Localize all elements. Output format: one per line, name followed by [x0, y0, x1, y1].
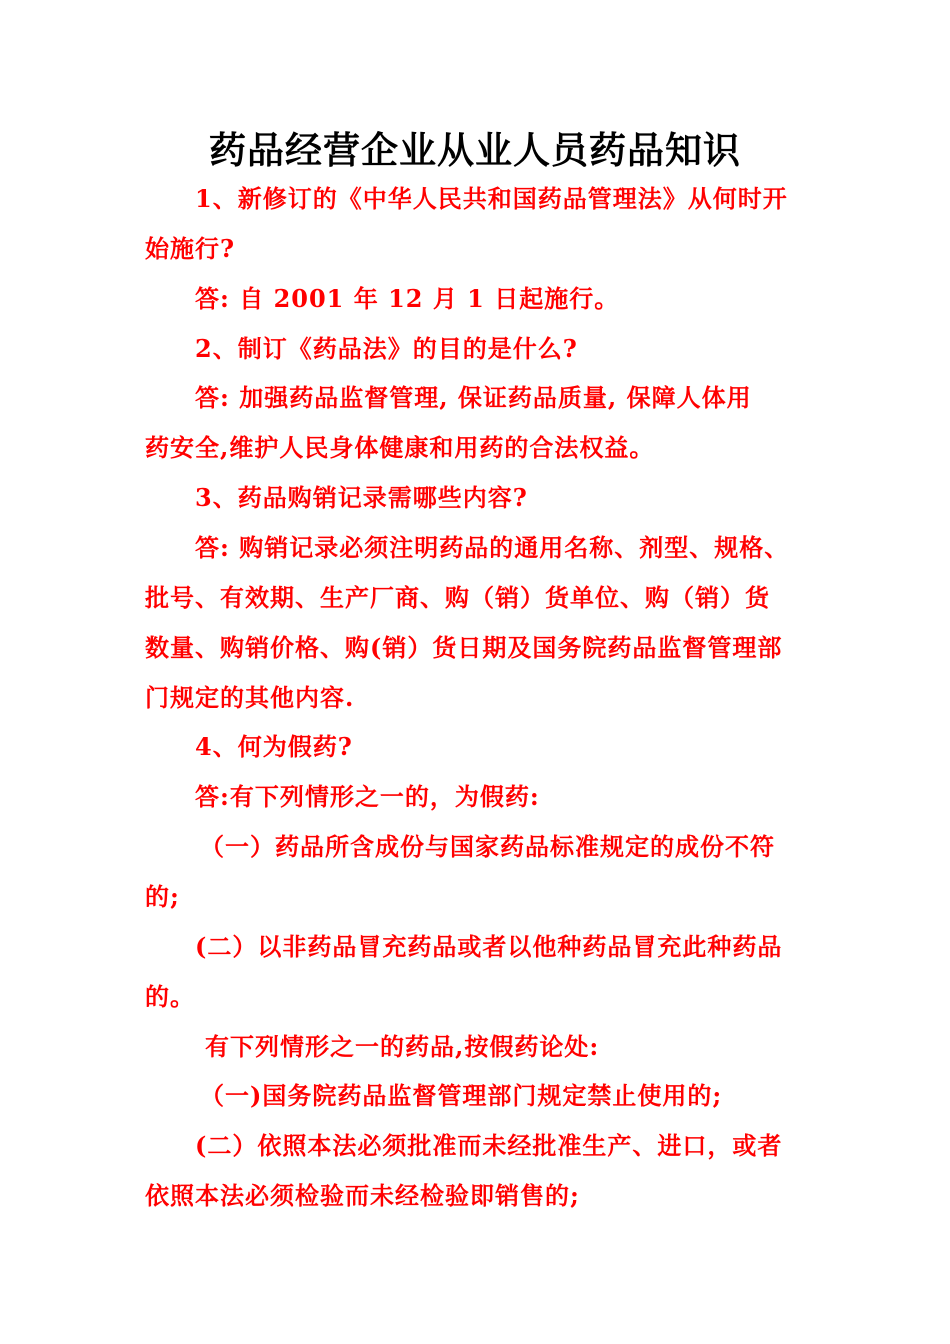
- answer-3-line-2: 批号、有效期、生产厂商、购（销）货单位、购（销）货: [145, 583, 770, 612]
- question-3: 3、药品购销记录需哪些内容?: [195, 483, 528, 512]
- answer-4-item-2-line-2: 的。: [145, 982, 195, 1011]
- answer-3-line-1: 答: 购销记录必须注明药品的通用名称、剂型、规格、: [195, 533, 790, 562]
- answer-4-item-1-line-2: 的;: [145, 882, 180, 911]
- question-1-line-1: 1、新修订的《中华人民共和国药品管理法》从何时开: [195, 184, 788, 213]
- deemed-counterfeit-item-2-line-1: (二）依照本法必须批准而未经批准生产、进口，或者: [195, 1131, 783, 1160]
- deemed-counterfeit-intro: 有下列情形之一的药品,按假药论处:: [205, 1032, 600, 1061]
- answer-4-item-2-line-1: (二）以非药品冒充药品或者以他种药品冒充此种药品: [195, 932, 783, 961]
- document-title: 药品经营企业从业人员药品知识: [209, 128, 741, 172]
- question-1-line-2: 始施行?: [145, 234, 236, 263]
- answer-4-intro: 答:有下列情形之一的，为假药:: [195, 782, 540, 811]
- answer-4-item-1-line-1: （一）药品所含成份与国家药品标准规定的成份不符: [200, 832, 775, 861]
- answer-3-line-4: 门规定的其他内容.: [145, 683, 355, 712]
- deemed-counterfeit-item-1: （一)国务院药品监督管理部门规定禁止使用的;: [200, 1081, 723, 1110]
- deemed-counterfeit-item-2-line-2: 依照本法必须检验而未经检验即销售的;: [145, 1181, 580, 1210]
- question-4: 4、何为假药?: [195, 732, 353, 761]
- answer-2-line-1: 答: 加强药品监督管理, 保证药品质量, 保障人体用: [195, 383, 752, 412]
- answer-3-line-3: 数量、购销价格、购(销）货日期及国务院药品监督管理部: [145, 633, 783, 662]
- question-2: 2、制订《药品法》的目的是什么?: [195, 334, 578, 363]
- answer-2-line-2: 药安全,维护人民身体健康和用药的合法权益。: [145, 433, 655, 462]
- answer-1: 答: 自 2001 年 12 月 1 日起施行。: [195, 284, 620, 313]
